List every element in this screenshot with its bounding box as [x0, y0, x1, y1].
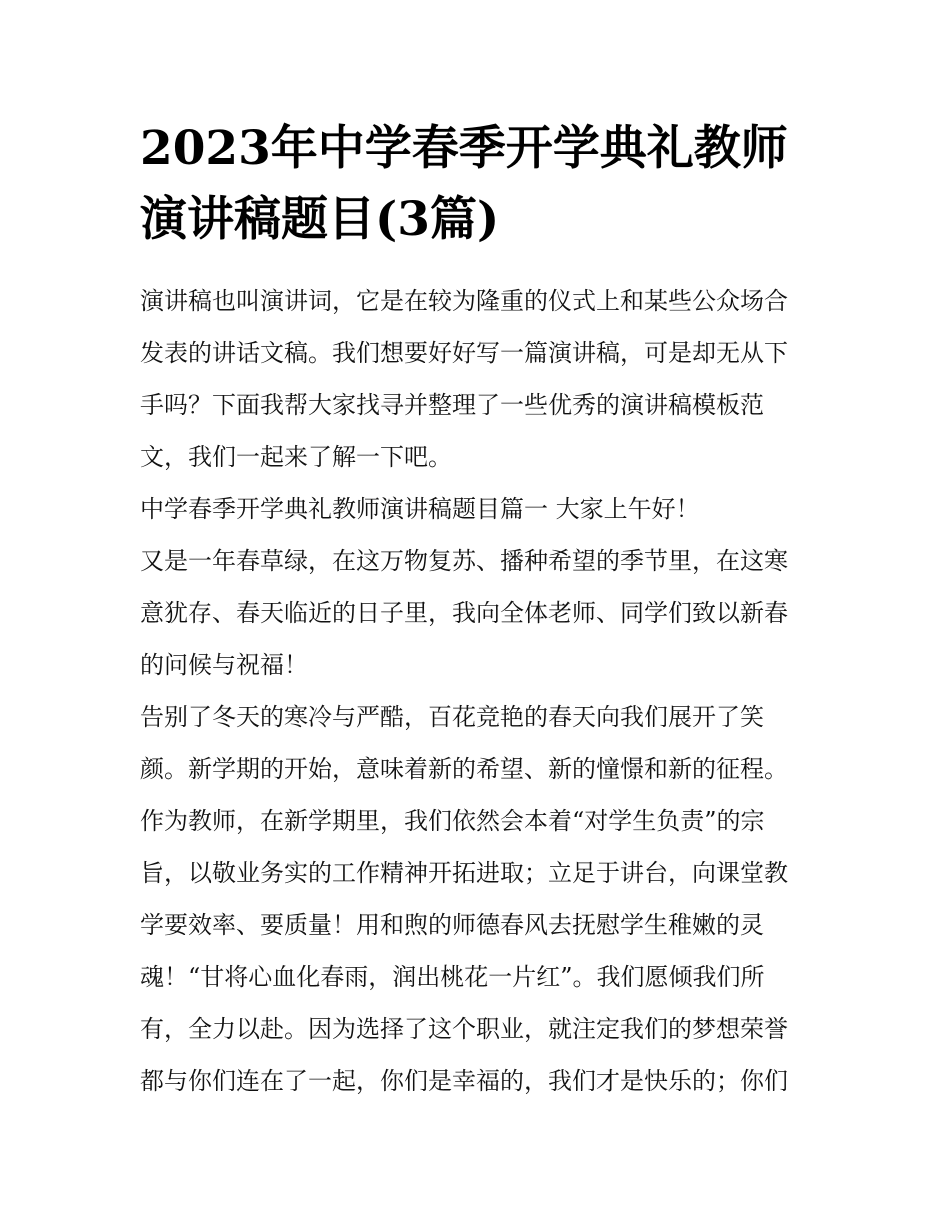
body-line-10: 颜。新学期的开始，意味着新的希望、新的憧憬和新的征程。 — [140, 755, 788, 783]
document-body — [140, 280, 820, 1112]
body-line-9: 告别了冬天的寒冷与严酷，百花竞艳的春天向我们展开了笑 — [140, 703, 764, 731]
body-line-8: 的问候与祝福！ — [140, 651, 308, 679]
body-line-14: 魂！“甘将心血化春雨，润出桃花一片红”。我们愿倾我们所 — [140, 963, 765, 991]
body-line-2: 发表的讲话文稿。我们想要好好写一篇演讲稿，可是却无从下 — [140, 339, 788, 367]
body-line-11: 作为教师，在新学期里，我们依然会本着“对学生负责”的宗 — [140, 807, 765, 835]
body-line-12: 旨，以敬业务实的工作精神开拓进取；立足于讲台，向课堂教 — [140, 859, 788, 887]
body-line-4: 文，我们一起来了解一下吧。 — [140, 443, 452, 471]
document-title — [140, 113, 820, 255]
body-line-7: 意犹存、春天临近的日子里，我向全体老师、同学们致以新春 — [140, 599, 788, 627]
title-line-1: 2023年中学春季开学典礼教师 — [140, 121, 788, 176]
body-line-16: 都与你们连在了一起，你们是幸福的，我们才是快乐的；你们 — [140, 1067, 788, 1095]
body-line-6: 又是一年春草绿，在这万物复苏、播种希望的季节里，在这寒 — [140, 547, 788, 575]
title-line-2: 演讲稿题目(3篇) — [140, 192, 500, 247]
body-line-3: 手吗？下面我帮大家找寻并整理了一些优秀的演讲稿模板范 — [140, 391, 764, 419]
body-line-15: 有，全力以赴。因为选择了这个职业，就注定我们的梦想荣誉 — [140, 1015, 788, 1043]
body-line-13: 学要效率、要质量！用和煦的师德春风去抚慰学生稚嫩的灵 — [140, 911, 764, 939]
section-heading-line: 中学春季开学典礼教师演讲稿题目篇一 大家上午好！ — [140, 495, 700, 523]
body-line-1: 演讲稿也叫演讲词，它是在较为隆重的仪式上和某些公众场合 — [140, 287, 788, 315]
